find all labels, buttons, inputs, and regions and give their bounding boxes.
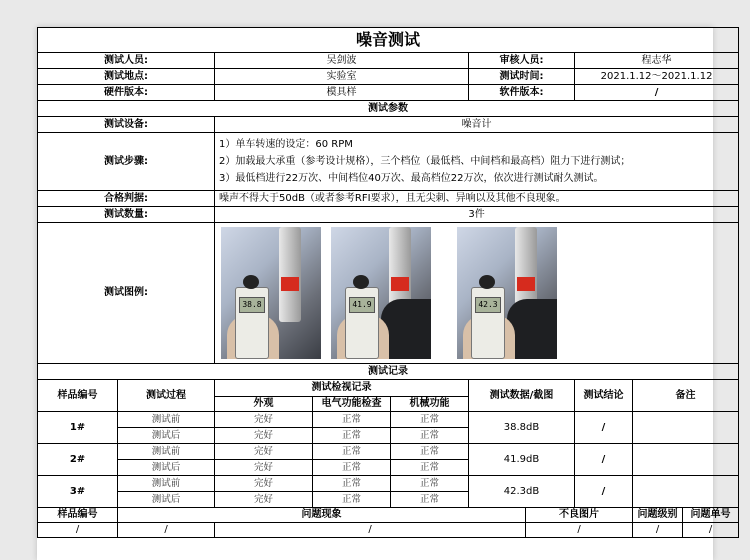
mechanical: 正常: [391, 460, 469, 476]
process: 测试前: [118, 412, 215, 428]
criteria-value: 噪声不得大于50dB（或者参考RFI要求），且无尖刺、异响以及其他不良现象。: [215, 191, 739, 207]
report-sheet: [37, 27, 731, 560]
mechanical: 正常: [391, 428, 469, 444]
process: 测试前: [118, 444, 215, 460]
test-data: 38.8dB: [469, 412, 575, 444]
issue-phenomenon-b: /: [215, 523, 526, 538]
issue-col-image: 不良图片: [526, 508, 633, 523]
issue-col-number: 问题单号: [683, 508, 739, 523]
tester-value: 吴剑波: [215, 53, 469, 69]
test-photo-1: [221, 227, 321, 359]
col-sample-id: 样品编号: [38, 380, 118, 412]
issue-image: /: [526, 523, 633, 538]
quantity-label: 测试数量:: [38, 207, 215, 223]
col-process: 测试过程: [118, 380, 215, 412]
col-appearance: 外观: [215, 397, 313, 412]
conclusion: /: [575, 444, 633, 476]
step-3: 3）最低档进行22万次、中间档位40万次、最高档位22万次，依次进行测试耐久测试。: [219, 173, 604, 184]
params-section-title: 测试参数: [38, 101, 739, 117]
process: 测试后: [118, 460, 215, 476]
issue-level: /: [633, 523, 683, 538]
conclusion: /: [575, 476, 633, 508]
meter-reading-2: 41.9: [349, 297, 375, 313]
issue-phenomenon-a: /: [118, 523, 215, 538]
appearance: 完好: [215, 412, 313, 428]
red-band: [391, 277, 409, 291]
electrical: 正常: [313, 412, 391, 428]
issue-sample: /: [38, 523, 118, 538]
col-note: 备注: [633, 380, 739, 412]
device-value: 噪音计: [215, 117, 739, 133]
test-data: 41.9dB: [469, 444, 575, 476]
device-label: 测试设备:: [38, 117, 215, 133]
meter-mic: [243, 275, 259, 289]
electrical: 正常: [313, 428, 391, 444]
mechanical: 正常: [391, 444, 469, 460]
col-mechanical: 机械功能: [391, 397, 469, 412]
location-value: 实验室: [215, 69, 469, 85]
meter-mic: [479, 275, 495, 289]
meter-reading-1: 38.8: [239, 297, 265, 313]
process: 测试后: [118, 428, 215, 444]
tester-label: 测试人员:: [38, 53, 215, 69]
meter-mic: [353, 275, 369, 289]
step-2: 2）加载最大承重（参考设计规格），三个档位（最低档、中间档和最高档）阻力下进行测试；: [219, 156, 631, 167]
issue-col-phenomenon: 问题现象: [118, 508, 526, 523]
photo-strip: [215, 225, 738, 361]
appearance: 完好: [215, 428, 313, 444]
page-title: 噪音测试: [38, 28, 739, 53]
step-1: 1）单车转速的设定：60 RPM: [219, 139, 353, 150]
records-section-title: 测试记录: [38, 364, 739, 380]
note: [633, 412, 739, 444]
software-label: 软件版本:: [469, 85, 575, 101]
test-data: 42.3dB: [469, 476, 575, 508]
issue-col-sample: 样品编号: [38, 508, 118, 523]
hardware-value: 模具样: [215, 85, 469, 101]
hardware-label: 硬件版本:: [38, 85, 215, 101]
reviewer-value: 程志华: [575, 53, 739, 69]
note: [633, 444, 739, 476]
electrical: 正常: [313, 476, 391, 492]
mechanical: 正常: [391, 476, 469, 492]
note: [633, 476, 739, 508]
red-band: [517, 277, 535, 291]
photos-label: 测试图例:: [38, 223, 215, 364]
test-photo-3: [457, 227, 557, 359]
quantity-value: 3件: [215, 207, 739, 223]
reviewer-label: 审核人员:: [469, 53, 575, 69]
bike-frame: [279, 227, 301, 322]
appearance: 完好: [215, 492, 313, 508]
appearance: 完好: [215, 444, 313, 460]
test-photo-2: [331, 227, 431, 359]
col-conclusion: 测试结论: [575, 380, 633, 412]
steps-list: [215, 133, 739, 191]
issue-number: /: [683, 523, 739, 538]
software-value: /: [575, 85, 739, 101]
appearance: 完好: [215, 476, 313, 492]
mechanical: 正常: [391, 412, 469, 428]
location-label: 测试地点:: [38, 69, 215, 85]
criteria-label: 合格判据:: [38, 191, 215, 207]
issue-col-level: 问题级别: [633, 508, 683, 523]
electrical: 正常: [313, 492, 391, 508]
process: 测试前: [118, 476, 215, 492]
steps-label: 测试步骤:: [38, 133, 215, 191]
conclusion: /: [575, 412, 633, 444]
electrical: 正常: [313, 460, 391, 476]
time-value: 2021.1.12～2021.1.12: [575, 69, 739, 85]
col-inspection: 测试检视记录: [215, 380, 469, 397]
report-table: [37, 27, 739, 538]
electrical: 正常: [313, 444, 391, 460]
col-data: 测试数据/截图: [469, 380, 575, 412]
col-electrical: 电气功能检查: [313, 397, 391, 412]
mechanical: 正常: [391, 492, 469, 508]
time-label: 测试时间:: [469, 69, 575, 85]
red-band: [281, 277, 299, 291]
photos-cell: [215, 223, 739, 364]
sample-id: 2#: [38, 444, 118, 476]
sample-id: 1#: [38, 412, 118, 444]
sample-id: 3#: [38, 476, 118, 508]
appearance: 完好: [215, 460, 313, 476]
meter-reading-3: 42.3: [475, 297, 501, 313]
process: 测试后: [118, 492, 215, 508]
